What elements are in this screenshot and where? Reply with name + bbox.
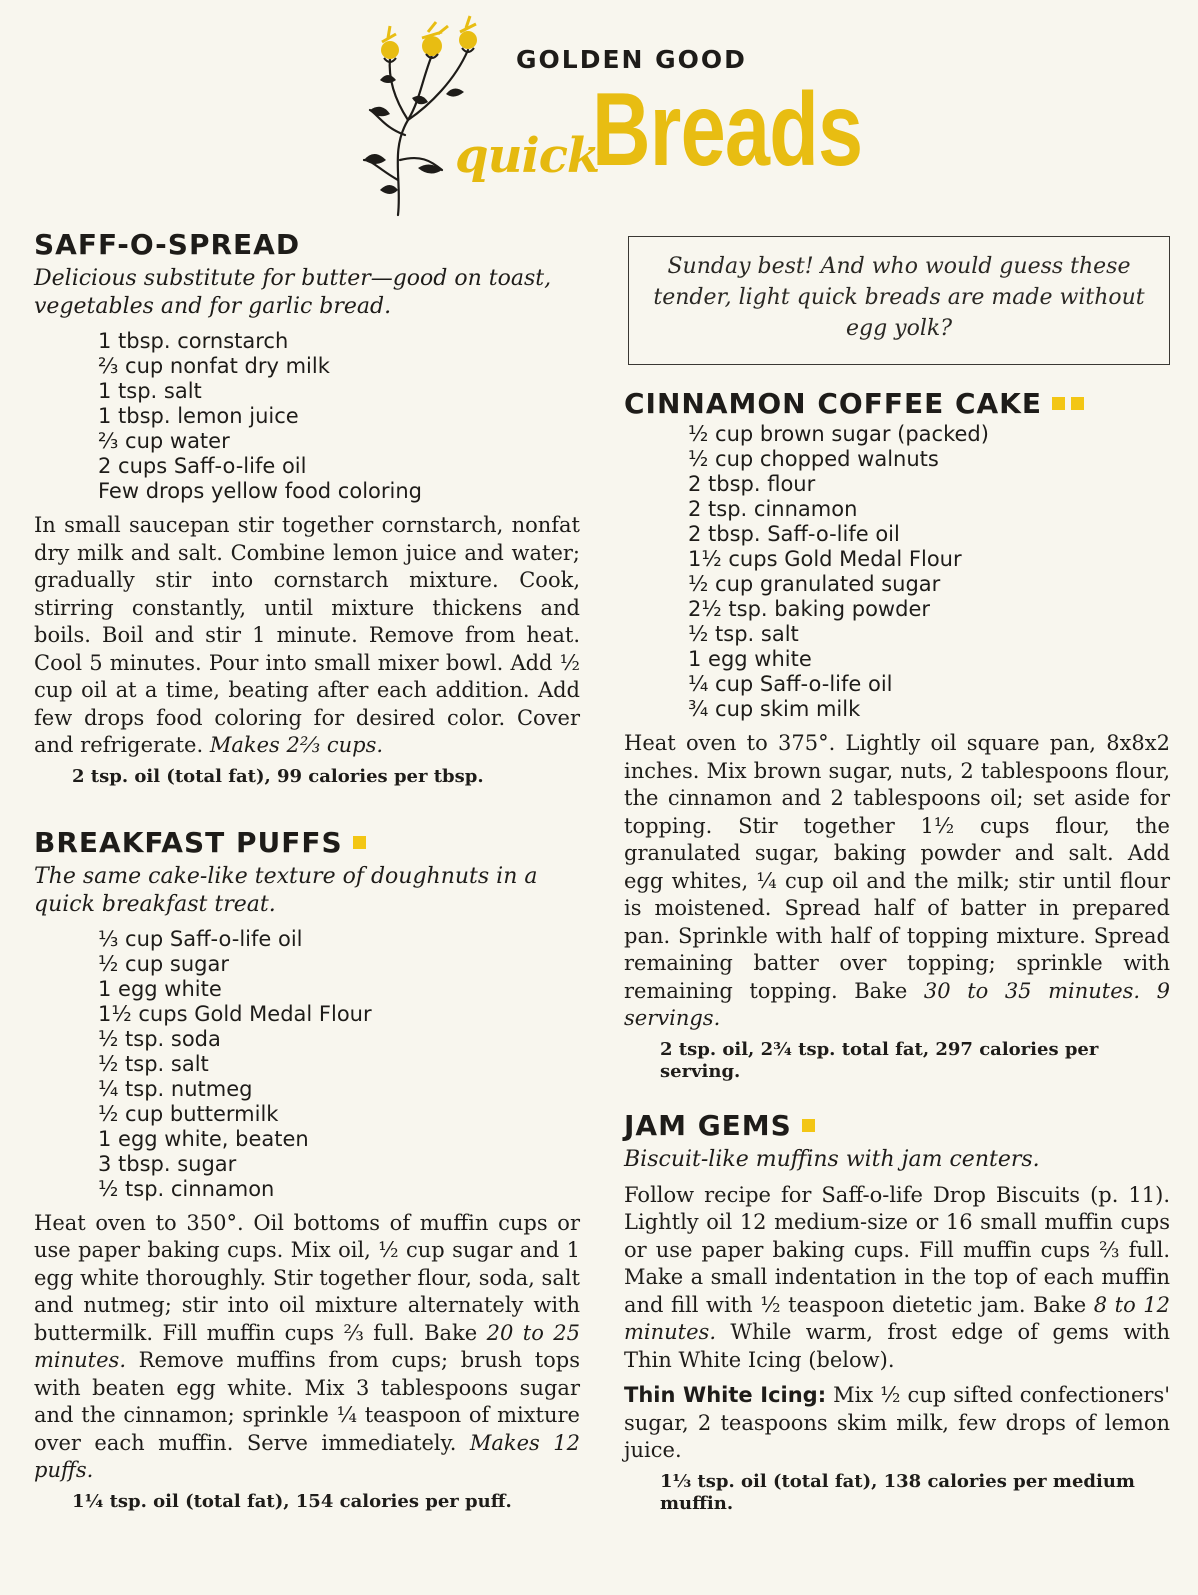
icing-text: Mix ½ cup sifted confectioners' sugar, 2 teaspoons skim milk, few drops of lemon juice. — [624, 1383, 1171, 1462]
ingredient: ½ tsp. salt — [688, 622, 799, 646]
ingredient-list — [34, 927, 580, 1202]
icing-label: Thin White Icing: — [624, 1383, 827, 1407]
nutrition-note: 1¼ tsp. oil (total fat), 154 calories per puff. — [72, 1490, 512, 1512]
recipe-saff-o-spread — [34, 228, 580, 788]
nutrition-note: 2 tsp. oil, 2¾ tsp. total fat, 297 calories per serving. — [660, 1038, 1099, 1082]
ingredient: ¼ tsp. nutmeg — [98, 1076, 253, 1101]
recipe-yield: Makes 2⅔ cups. — [209, 733, 384, 757]
recipe-cinnamon-coffee-cake — [624, 387, 1170, 1083]
callout-box: Sunday best! And who would guess these tender, light quick breads are made without egg yolk? — [628, 236, 1170, 365]
header-kicker: GOLDEN GOOD — [516, 45, 747, 74]
bake-time: 8 to 12 minutes. — [624, 1292, 1170, 1344]
ingredient: 1½ cups Gold Medal Flour — [98, 1001, 372, 1026]
ingredient: 1 egg white — [688, 647, 812, 671]
ingredient: ½ cup granulated sugar — [688, 572, 941, 596]
bake-time: 20 to 25 minutes. — [34, 1320, 580, 1372]
ingredient: 2 tbsp. flour — [688, 472, 816, 496]
recipe-title-text: CINNAMON COFFEE CAKE — [624, 387, 1043, 420]
ingredient: ⅔ cup water — [98, 429, 230, 453]
ingredient: ½ cup sugar — [98, 951, 229, 976]
bake-time-yield: 30 to 35 minutes. 9 servings. — [624, 978, 1170, 1030]
ingredient-list — [624, 422, 1170, 722]
yellow-square-icon — [802, 1119, 815, 1132]
method-text: Remove muffins from cups; brush tops with beaten egg white. Mix 3 tablespoons sugar and the cinnamon; sprinkle ¼ teaspoon of mixture over each muffin. Serve immediately. — [34, 1348, 580, 1455]
recipe-title-text: JAM GEMS — [624, 1108, 792, 1142]
recipe-method — [34, 512, 580, 760]
ingredient: 1½ cups Gold Medal Flour — [688, 547, 962, 571]
recipe-title — [624, 1109, 1170, 1142]
recipe-yield: Makes 12 puffs. — [34, 1430, 580, 1482]
yellow-square-icon — [1071, 397, 1084, 410]
ingredient: ¼ cup Saff-o-life oil — [688, 672, 893, 696]
yellow-square-icon — [353, 836, 366, 849]
ingredient: 1 tbsp. cornstarch — [98, 329, 289, 353]
method-text: While warm, frost edge of gems with Thin White Icing (below). — [624, 1320, 1171, 1372]
safflower-illustration — [350, 10, 500, 220]
ingredient: 1 egg white, beaten — [98, 1126, 309, 1151]
ingredient: ⅓ cup Saff-o-life oil — [98, 926, 303, 951]
recipe-title-text: BREAKFAST PUFFS — [34, 825, 343, 859]
method-text: In small saucepan stir together cornstarch, nonfat dry milk and salt. Combine lemon juice and water; gradually stir into cornstarch mixture. Cook, stirring constantly, until mixture thickens and boils. Boil and stir 1 minute. Remove from heat. Cool 5 minutes. Pour into small mixer bowl. Add ½ cup oil at a time, beating after each addition. Add few drops food coloring for desired color. Cover and refrigerate. — [34, 513, 580, 757]
left-column — [34, 228, 580, 1513]
ingredient-list — [34, 329, 580, 504]
method-text: Heat oven to 350°. Oil bottoms of muffin cups or use paper baking cups. Mix oil, ½ cup sugar and 1 egg white thoroughly. Stir together flour, soda, salt and nutmeg; stir into oil mixture alternately with buttermilk. Fill muffin cups ⅔ full. Bake — [34, 1210, 580, 1345]
header-title-quick: quick — [455, 128, 600, 184]
recipe-intro: Delicious substitute for butter—good on toast, vegetables and for garlic bread. — [34, 266, 552, 319]
method-text: Follow recipe for Saff-o-life Drop Biscuits (p. 11). Lightly oil 12 medium-size or 16 small muffin cups or use paper baking cups. Fill muffin cups ⅔ full. Make a small indentation in the top of each muffin and fill with ½ teaspoon dietetic jam. Bake — [624, 1182, 1170, 1317]
ingredient: ½ tsp. soda — [98, 1026, 221, 1051]
ingredient: 2 tsp. cinnamon — [688, 497, 858, 521]
recipe-jam-gems — [624, 1109, 1170, 1515]
recipe-intro: Biscuit-like muffins with jam centers. — [624, 1146, 1040, 1172]
ingredient: ½ cup brown sugar (packed) — [688, 422, 989, 446]
ingredient: 1 tsp. salt — [98, 379, 202, 403]
ingredient: ½ cup buttermilk — [98, 1101, 279, 1126]
ingredient: Few drops yellow food coloring — [98, 479, 422, 503]
ingredient: ½ tsp. salt — [98, 1051, 209, 1076]
recipe-intro: The same cake-like texture of doughnuts in a quick breakfast treat. — [34, 863, 538, 917]
ingredient: ⅔ cup nonfat dry milk — [98, 354, 330, 378]
ingredient: ¾ cup skim milk — [688, 697, 861, 721]
recipe-title-text: SAFF-O-SPREAD — [34, 228, 301, 261]
ingredient: 2 tbsp. Saff-o-life oil — [688, 522, 900, 546]
yellow-square-icon — [1052, 397, 1065, 410]
ingredient: ½ cup chopped walnuts — [688, 447, 939, 471]
ingredient: 1 egg white — [98, 976, 222, 1001]
icing-note — [624, 1382, 1170, 1465]
recipe-title — [34, 228, 580, 261]
ingredient: 1 tbsp. lemon juice — [98, 404, 299, 428]
ingredient: 2½ tsp. baking powder — [688, 597, 930, 621]
ingredient: 2 cups Saff-o-life oil — [98, 454, 307, 478]
recipe-method — [624, 1182, 1170, 1375]
method-text: Heat oven to 375°. Lightly oil square pan, 8x8x2 inches. Mix brown sugar, nuts, 2 tablespoons flour, the cinnamon and 2 tablespoons oil; set aside for topping. Stir together 1½ cups flour, the granulated sugar, baking powder and salt. Add egg whites, ¼ cup oil and the milk; stir until flour is moistened. Spread half of batter in prepared pan. Sprinkle with half of topping mixture. Spread remaining batter over topping; sprinkle with remaining topping. Bake — [624, 731, 1170, 1003]
nutrition-note: 2 tsp. oil (total fat), 99 calories per tbsp. — [72, 765, 484, 787]
nutrition-note: 1⅓ tsp. oil (total fat), 138 calories per medium muffin. — [660, 1470, 1135, 1514]
header-title-breads: Breads — [592, 72, 863, 188]
recipe-title — [34, 826, 580, 859]
ingredient: ½ tsp. cinnamon — [98, 1176, 275, 1201]
right-column — [624, 236, 1170, 1515]
recipe-method — [624, 730, 1170, 1033]
recipe-breakfast-puffs — [34, 826, 580, 1513]
ingredient: 3 tbsp. sugar — [98, 1151, 237, 1176]
recipe-method — [34, 1210, 580, 1485]
recipe-title — [624, 387, 1170, 420]
